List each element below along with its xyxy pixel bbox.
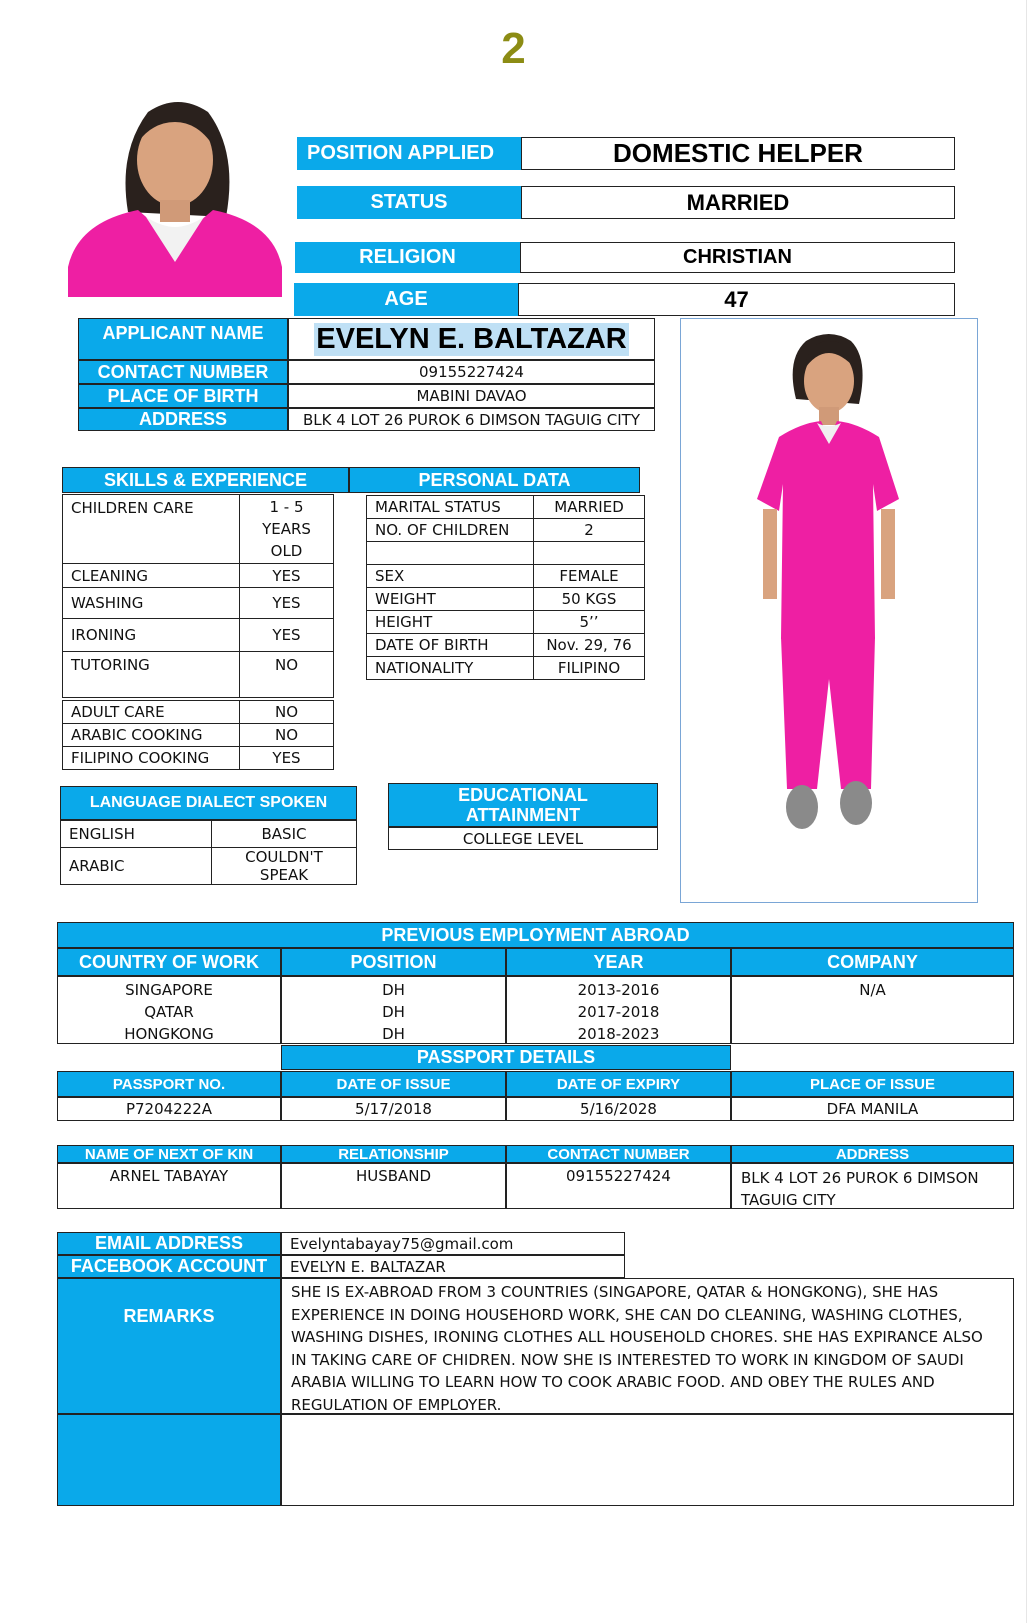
personal-label: HEIGHT	[367, 611, 534, 634]
table-row	[63, 564, 334, 588]
passport-issue-date: 5/17/2018	[281, 1097, 506, 1121]
skill-value: YES	[240, 619, 334, 652]
table-row	[367, 588, 645, 611]
skill-value: NO	[240, 652, 334, 698]
personal-label: SEX	[367, 565, 534, 588]
applicant-name-label: APPLICANT NAME	[78, 318, 288, 360]
status-label: STATUS	[297, 186, 521, 219]
religion-value: CHRISTIAN	[520, 242, 955, 273]
contact-number-label: CONTACT NUMBER	[78, 360, 288, 384]
table-row	[367, 519, 645, 542]
remarks-extra-label-cell	[57, 1414, 281, 1506]
table-row	[367, 542, 645, 565]
passport-header: PASSPORT DETAILS	[281, 1045, 731, 1070]
table-row	[63, 619, 334, 652]
place-of-birth-value: MABINI DAVAO	[288, 384, 655, 408]
personal-label	[367, 542, 534, 565]
employment-header: PREVIOUS EMPLOYMENT ABROAD	[57, 922, 1014, 948]
education-header: EDUCATIONAL ATTAINMENT	[388, 783, 658, 827]
skills-header: SKILLS & EXPERIENCE	[62, 467, 349, 493]
employment-company-cell	[731, 976, 1014, 1044]
table-row	[63, 495, 334, 564]
table-row	[367, 657, 645, 680]
table-row	[63, 747, 334, 770]
position-label: POSITION APPLIED	[297, 137, 521, 170]
position-value: DOMESTIC HELPER	[521, 137, 955, 170]
employment-position: DH	[382, 1025, 405, 1043]
address-value: BLK 4 LOT 26 PUROK 6 DIMSON TAGUIG CITY	[288, 408, 655, 431]
skill-name: TUTORING	[63, 652, 240, 698]
employment-country: SINGAPORE	[125, 981, 213, 999]
skill-name: FILIPINO COOKING	[63, 747, 240, 770]
passport-number: P7204222A	[57, 1097, 281, 1121]
facebook-value: EVELYN E. BALTAZAR	[281, 1255, 625, 1278]
passport-place: DFA MANILA	[731, 1097, 1014, 1121]
language-level: COULDN'T SPEAK	[212, 848, 357, 885]
kin-relationship: HUSBAND	[281, 1163, 506, 1209]
kin-col-name: NAME OF NEXT OF KIN	[57, 1145, 281, 1163]
table-row	[63, 652, 334, 698]
table-row	[367, 634, 645, 657]
language-header: LANGUAGE DIALECT SPOKEN	[60, 786, 357, 820]
table-row	[61, 848, 357, 885]
skills-table-lower	[62, 700, 334, 770]
skill-name: ADULT CARE	[63, 701, 240, 724]
skill-name: WASHING	[63, 588, 240, 619]
personal-header: PERSONAL DATA	[349, 467, 640, 493]
full-body-photo	[681, 319, 976, 901]
employment-col-company: COMPANY	[731, 948, 1014, 976]
applicant-name-value: EVELYN E. BALTAZAR	[316, 322, 627, 355]
personal-value: 2	[534, 519, 645, 542]
table-row	[63, 588, 334, 619]
personal-value: FILIPINO	[534, 657, 645, 680]
age-value: 47	[518, 283, 955, 316]
passport-col-expiry: DATE OF EXPIRY	[506, 1071, 731, 1097]
employment-col-year: YEAR	[506, 948, 731, 976]
age-label: AGE	[294, 283, 518, 316]
passport-col-place: PLACE OF ISSUE	[731, 1071, 1014, 1097]
passport-expiry-date: 5/16/2028	[506, 1097, 731, 1121]
address-label: ADDRESS	[78, 408, 288, 431]
employment-company: N/A	[859, 981, 886, 999]
skill-value: YES	[240, 564, 334, 588]
personal-label: NATIONALITY	[367, 657, 534, 680]
language-name: ARABIC	[61, 848, 212, 885]
status-value: MARRIED	[521, 186, 955, 219]
remarks-extra-cell	[281, 1414, 1014, 1506]
table-row	[63, 724, 334, 747]
employment-position: DH	[382, 1003, 405, 1021]
personal-label: WEIGHT	[367, 588, 534, 611]
employment-position-cell	[281, 976, 506, 1044]
personal-value: 5’’	[534, 611, 645, 634]
remarks-label: REMARKS	[57, 1278, 281, 1414]
skill-value: YES	[240, 747, 334, 770]
employment-country: HONGKONG	[124, 1025, 214, 1043]
table-row	[61, 821, 357, 848]
personal-value: MARRIED	[534, 496, 645, 519]
language-name: ENGLISH	[61, 821, 212, 848]
personal-value	[534, 542, 645, 565]
email-value: Evelyntabayay75@gmail.com	[281, 1232, 625, 1255]
language-level: BASIC	[212, 821, 357, 848]
kin-col-address: ADDRESS	[731, 1145, 1014, 1163]
religion-label: RELIGION	[295, 242, 520, 273]
kin-name: ARNEL TABAYAY	[57, 1163, 281, 1209]
employment-position: DH	[382, 981, 405, 999]
employment-year: 2018-2023	[577, 1025, 660, 1043]
personal-value: Nov. 29, 76	[534, 634, 645, 657]
kin-col-relationship: RELATIONSHIP	[281, 1145, 506, 1163]
skill-value: NO	[240, 701, 334, 724]
kin-address: BLK 4 LOT 26 PUROK 6 DIMSON TAGUIG CITY	[731, 1163, 1014, 1209]
education-value: COLLEGE LEVEL	[388, 827, 658, 850]
kin-col-contact: CONTACT NUMBER	[506, 1145, 731, 1163]
kin-contact: 09155227424	[506, 1163, 731, 1209]
employment-year: 2013-2016	[577, 981, 660, 999]
employment-country: QATAR	[144, 1003, 194, 1021]
contact-number-value: 09155227424	[288, 360, 655, 384]
skill-name: CHILDREN CARE	[63, 495, 240, 564]
personal-label: MARITAL STATUS	[367, 496, 534, 519]
language-table	[60, 820, 357, 885]
table-row	[367, 611, 645, 634]
table-row	[63, 701, 334, 724]
employment-country-cell	[57, 976, 281, 1044]
skill-name: IRONING	[63, 619, 240, 652]
table-row	[367, 496, 645, 519]
employment-col-country: COUNTRY OF WORK	[57, 948, 281, 976]
skill-value: 1 - 5 YEARS OLD	[240, 495, 334, 564]
personal-table	[366, 495, 645, 680]
skill-value: YES	[240, 588, 334, 619]
passport-col-number: PASSPORT NO.	[57, 1071, 281, 1097]
remarks-text: SHE IS EX-ABROAD FROM 3 COUNTRIES (SINGAPORE, QATAR & HONGKONG), SHE HAS EXPERIENCE IN DOING HOUSEHORD WORK, SHE CAN DO CLEANING, WASHING CLOTHES, WASHING DISHES, IRONING CLOTHES ALL HOUSEHOLD CHORES. SHE HAS EXPIRANCE ALSO IN TAKING CARE OF CHIDREN. NOW SHE IS INTERESTED TO WORK IN KINGDOM OF SAUDI ARABIA WILLING TO LEARN HOW TO COOK ARABIC FOOD. AND OBEY THE RULES AND REGULATION OF EMPLOYER.	[281, 1278, 1014, 1414]
skill-name: ARABIC COOKING	[63, 724, 240, 747]
table-row	[367, 565, 645, 588]
personal-value: 50 KGS	[534, 588, 645, 611]
skill-name: CLEANING	[63, 564, 240, 588]
personal-label: DATE OF BIRTH	[367, 634, 534, 657]
employment-year-cell	[506, 976, 731, 1044]
email-label: EMAIL ADDRESS	[57, 1232, 281, 1255]
facebook-label: FACEBOOK ACCOUNT	[57, 1255, 281, 1278]
employment-year: 2017-2018	[577, 1003, 660, 1021]
employment-col-position: POSITION	[281, 948, 506, 976]
applicant-name-cell	[288, 318, 655, 360]
place-of-birth-label: PLACE OF BIRTH	[78, 384, 288, 408]
skill-value: NO	[240, 724, 334, 747]
full-body-photo-frame	[680, 318, 978, 903]
passport-col-issue: DATE OF ISSUE	[281, 1071, 506, 1097]
portrait-photo	[68, 92, 282, 297]
page-number: 2	[501, 24, 526, 73]
personal-label: NO. OF CHILDREN	[367, 519, 534, 542]
skills-table	[62, 494, 334, 698]
personal-value: FEMALE	[534, 565, 645, 588]
